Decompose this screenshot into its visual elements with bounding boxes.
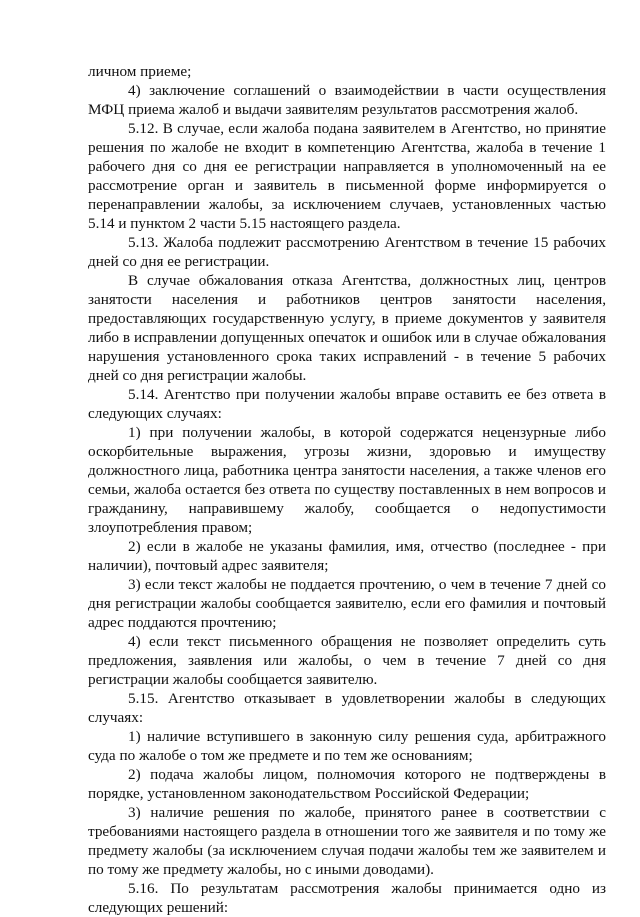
paragraph-5-12: 5.12. В случае, если жалоба подана заявителем в Агентство, но принятие решения по жалобе не входит в компетенцию Агентства, жалоба в течение 1 рабочего дня со дня ее регистрации направляется в уполномоченный на ее рассмотрение орган и заявитель в письменной форме информируется о перенаправлении жалобы, за исключением случаев, установленных частью 5.14 и пунктом 2 части 5.15 настоящего раздела.	[88, 120, 606, 232]
paragraph-5-13: 5.13. Жалоба подлежит рассмотрению Агентством в течение 15 рабочих дней со дня ее регистрации.	[88, 234, 606, 270]
paragraph-5-14-item-2: 2) если в жалобе не указаны фамилия, имя, отчество (последнее - при наличии), почтовый адрес заявителя;	[88, 538, 606, 574]
paragraph-5-13-appeal: В случае обжалования отказа Агентства, должностных лиц, центров занятости населения и работников центров занятости населения, предоставляющих государственную услугу, в приеме документов у заявителя либо в исправлении допущенных опечаток и ошибок или в случае обжалования нарушения установленного срока таких исправлений - в течение 5 рабочих дней со дня регистрации жалобы.	[88, 272, 606, 384]
document-page	[88, 62, 606, 917]
paragraph-5-15-item-1: 1) наличие вступившего в законную силу решения суда, арбитражного суда по жалобе о том же предмете и по тем же основаниям;	[88, 728, 606, 764]
paragraph-5-15: 5.15. Агентство отказывает в удовлетворении жалобы в следующих случаях:	[88, 690, 606, 726]
paragraph-5-14-item-3: 3) если текст жалобы не поддается прочтению, о чем в течение 7 дней со дня регистрации жалобы сообщается заявителю, если его фамилия и почтовый адрес поддаются прочтению;	[88, 576, 606, 631]
paragraph-5-16: 5.16. По результатам рассмотрения жалобы принимается одно из следующих решений:	[88, 880, 606, 916]
paragraph-5-14: 5.14. Агентство при получении жалобы вправе оставить ее без ответа в следующих случаях:	[88, 386, 606, 422]
paragraph-5-15-item-2: 2) подача жалобы лицом, полномочия которого не подтверждены в порядке, установленном законодательством Российской Федерации;	[88, 766, 606, 802]
paragraph-5-14-item-4: 4) если текст письменного обращения не позволяет определить суть предложения, заявления или жалобы, о чем в течение 7 дней со дня регистрации жалобы сообщается заявителю.	[88, 633, 606, 688]
paragraph-item-4-agreements: 4) заключение соглашений о взаимодействии в части осуществления МФЦ приема жалоб и выдачи заявителям результатов рассмотрения жалоб.	[88, 82, 606, 118]
paragraph-personal-reception-end: личном приеме;	[88, 63, 192, 80]
paragraph-5-14-item-1: 1) при получении жалобы, в которой содержатся нецензурные либо оскорбительные выражения, угрозы жизни, здоровью и имуществу должностного лица, работника центра занятости населения, а также членов его семьи, жалоба остается без ответа по существу поставленных в нем вопросов и гражданину, направившему жалобу, сообщается о недопустимости злоупотребления правом;	[88, 424, 606, 536]
paragraph-5-15-item-3: 3) наличие решения по жалобе, принятого ранее в соответствии с требованиями настоящего раздела в отношении того же заявителя и по тому же предмету жалобы (за исключением случая подачи жалобы тем же заявителем и по тому же предмету жалобы, но с иными доводами).	[88, 804, 606, 878]
